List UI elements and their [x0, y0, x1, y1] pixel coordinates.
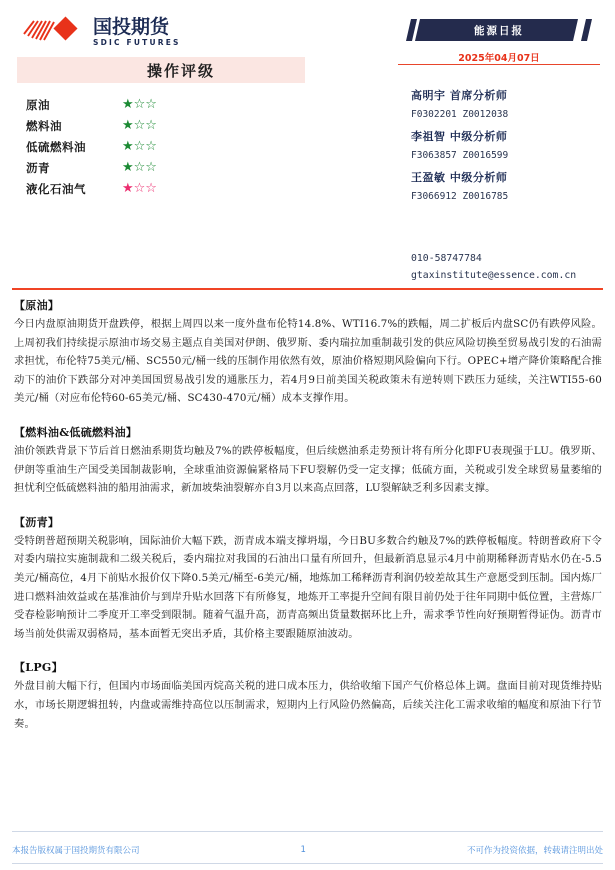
section-bitumen — [14, 513, 602, 644]
report-footer — [12, 844, 603, 856]
footer-divider-bottom — [12, 863, 603, 864]
section-crude-oil — [14, 296, 602, 408]
logo-name-cn: 国投期货 — [93, 16, 170, 38]
section-paragraph: 今日内盘原油期货开盘跌停，根据上周四以来一度外盘布伦特14.8%、WTI16.7%的跌幅，周二扩板后内盘SC仍有跌停风险。上周初我们持续提示原油市场交易主题点自美国对伊朗、俄罗斯、委内瑞拉加重制裁引发的供应风险切换至贸易战引发的石油需求担忧，布伦特75美元/桶、SC550元/桶一线的压制作用依然有效，原油价格短期风险偏向下行。OPEC+增产降价策略配合推动下的油价下跌部分对冲美国国贸易战引发的通胀压力，若4月9日前美国关税政策未有逆转则下跌压力延续，关注WTI55-60美元/桶（对应布伦特60-65美元/桶、SC430-470元/桶）成本支撑作用。 — [14, 318, 602, 405]
rating-row — [26, 136, 306, 157]
report-type-banner — [406, 19, 592, 41]
rating-row — [26, 178, 306, 199]
footer-copyright: 本报告版权属于国投期货有限公司 — [12, 846, 140, 856]
analyst-license: F3066912 Z0016785 — [411, 191, 509, 202]
rating-label: 燃料油 — [26, 118, 62, 133]
rating-list — [26, 94, 306, 199]
rating-row — [26, 157, 306, 178]
rating-title-text: 操作评级 — [146, 61, 215, 80]
section-lpg — [14, 658, 602, 733]
section-heading: 【沥青】 — [14, 515, 60, 529]
rating-label: 低硫燃料油 — [26, 139, 86, 154]
sdic-diamond-icon — [22, 16, 88, 46]
section-heading: 【原油】 — [14, 299, 60, 312]
analyst-name: 高明宇 首席分析师 — [411, 89, 508, 102]
contact-block — [411, 250, 615, 284]
rating-stars: ★☆☆ — [122, 97, 157, 112]
rating-title-box — [17, 57, 305, 83]
rating-label: 沥青 — [26, 160, 50, 175]
contact-email[interactable]: gtaxinstitute@essence.com.cn — [411, 270, 577, 281]
rating-label: 原油 — [26, 97, 50, 112]
rating-row — [26, 115, 306, 136]
section-heading: 【LPG】 — [14, 661, 63, 675]
section-paragraph: 受特朗普超预期关税影响，国际油价大幅下跌，沥青成本端支撑坍塌，今日BU多数合约触及7%的跌停板幅度。特朗普政府下令对委内瑞拉实施制裁和二级关税后，委内瑞拉对我国的石油出口量有所回升，但最新消息显示4月中前期稀释沥青贴水仍在-5.5美元/桶高位，4月下前贴水报价仅下降0.5美元/桶至-6美元/桶，地炼加工稀释沥青利润仍较差故其生产意愿受到压制。国内炼厂进口燃料油效益或在基准油价与到岸升贴水回落下有所修复，地炼开工率提升空间有限目前仍处于往年同期中低位置，主营炼厂受春检影响预计二季度开工率受到限制。随着气温升高，沥青高频出货量数据环比上升，需求季节性向好预期暂得证伪。沥青市场当前处供需双弱格局，基本面暂无突出矛盾，其价格主要跟随原油波动。 — [14, 534, 602, 640]
analyst-license: F0302201 Z0012038 — [411, 109, 509, 120]
company-logo — [22, 16, 181, 48]
analyst-name: 王盈敏 中级分析师 — [411, 171, 508, 184]
report-body — [14, 296, 602, 748]
report-date: 2025年04月07日 — [458, 53, 540, 64]
header-divider — [12, 288, 603, 290]
footer-disclaimer: 不可作为投资依据，转载请注明出处 — [466, 846, 603, 856]
rating-stars: ★☆☆ — [122, 118, 157, 133]
analyst-name: 李祖智 中级分析师 — [411, 130, 508, 143]
rating-stars: ★☆☆ — [122, 181, 157, 196]
analyst-list — [411, 88, 611, 205]
date-underline — [398, 64, 600, 65]
rating-stars: ★☆☆ — [122, 139, 157, 154]
rating-row — [26, 94, 306, 115]
footer-page-number: 1 — [300, 845, 306, 855]
logo-wordmark — [93, 16, 181, 48]
section-paragraph: 油价领跌背景下节后首日燃油系期货均触及7%的跌停板幅度，但后续燃油系走势预计将有所分化即FU表现强于LU。俄罗斯、伊朗等重油生产国受美国制裁影响，全球重油资源偏紧格局下FU裂解仍受一定支撑；低硫方面，关税或引发全球贸易量萎缩的担忧利空低硫燃料油的船用油需求，新加坡柴油裂解亦自3月以来高点回落，LU裂解缺乏利多因素支撑。 — [14, 444, 602, 495]
analyst-license: F3063857 Z0016599 — [411, 150, 509, 161]
report-header — [0, 0, 615, 288]
contact-phone: 010-58747784 — [411, 253, 482, 264]
logo-name-en: SDIC FUTURES — [93, 38, 181, 47]
section-paragraph: 外盘目前大幅下行，但国内市场面临美国丙烷高关税的进口成本压力，供给收缩下国产气价格总体上调。盘面目前对现货维持贴水，市场长期逻辑扭转，内盘或需维持高位以压制需求，短期内上行风险仍然偏高，后续关注化工需求收缩的幅度和原油下行节奏。 — [14, 680, 602, 730]
footer-divider-top — [12, 831, 603, 832]
section-fuel-oil — [14, 423, 602, 498]
rating-label: 液化石油气 — [26, 181, 86, 196]
rating-stars: ★☆☆ — [122, 160, 157, 175]
section-heading: 【燃料油&低硫燃料油】 — [14, 425, 138, 439]
report-type-label: 能源日报 — [474, 24, 524, 37]
